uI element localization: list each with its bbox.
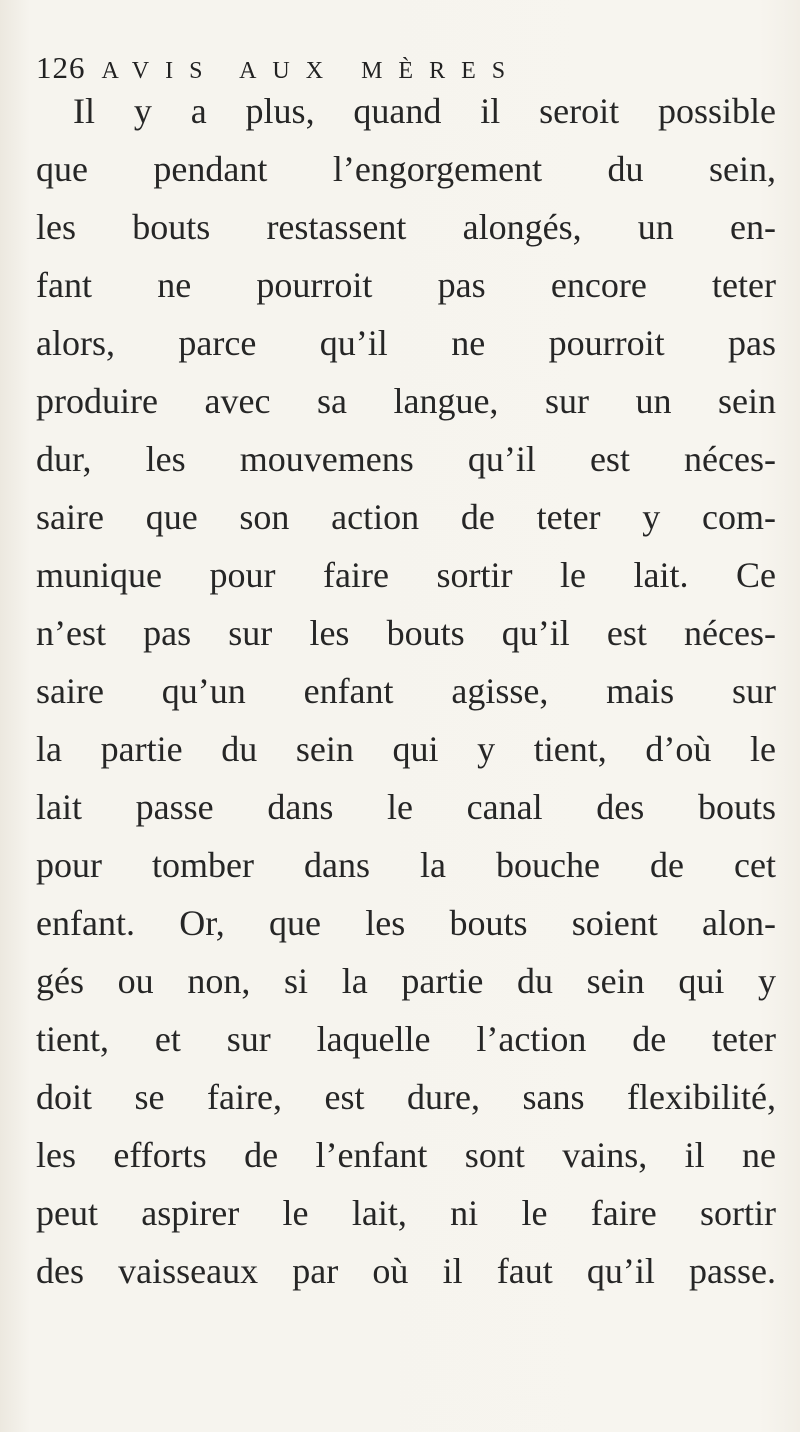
text-line: les efforts de l’enfant sont vains, il ne: [36, 1135, 776, 1175]
text-line: n’est pas sur les bouts qu’il est néces-: [36, 613, 776, 653]
page-number: 126: [36, 50, 86, 85]
text-line: fant ne pourroit pas encore teter: [36, 265, 776, 305]
text-line: des vaisseaux par où il faut qu’il passe.: [36, 1251, 776, 1291]
text-line: peut aspirer le lait, ni le faire sortir: [36, 1193, 776, 1233]
text-line: alors, parce qu’il ne pourroit pas: [36, 323, 776, 363]
running-title: AVIS AUX MÈRES: [101, 58, 522, 84]
text-line: que pendant l’engorgement du sein,: [36, 149, 776, 189]
text-line: Il y a plus, quand il seroit possible: [73, 91, 776, 131]
text-line: enfant. Or, que les bouts soient alon-: [36, 903, 776, 943]
text-line: les bouts restassent alongés, un en-: [36, 207, 776, 247]
text-line: doit se faire, est dure, sans flexibilité,: [36, 1077, 776, 1117]
text-line: tient, et sur laquelle l’action de teter: [36, 1019, 776, 1059]
text-line: saire que son action de teter y com-: [36, 497, 776, 537]
body-text: [36, 82, 776, 1300]
text-line: saire qu’un enfant agisse, mais sur: [36, 671, 776, 711]
text-line: la partie du sein qui y tient, d’où le: [36, 729, 776, 769]
text-line: gés ou non, si la partie du sein qui y: [36, 961, 776, 1001]
text-line: dur, les mouvemens qu’il est néces-: [36, 439, 776, 479]
text-line: pour tomber dans la bouche de cet: [36, 845, 776, 885]
text-line: munique pour faire sortir le lait. Ce: [36, 555, 776, 595]
text-line: produire avec sa langue, sur un sein: [36, 381, 776, 421]
text-line: lait passe dans le canal des bouts: [36, 787, 776, 827]
